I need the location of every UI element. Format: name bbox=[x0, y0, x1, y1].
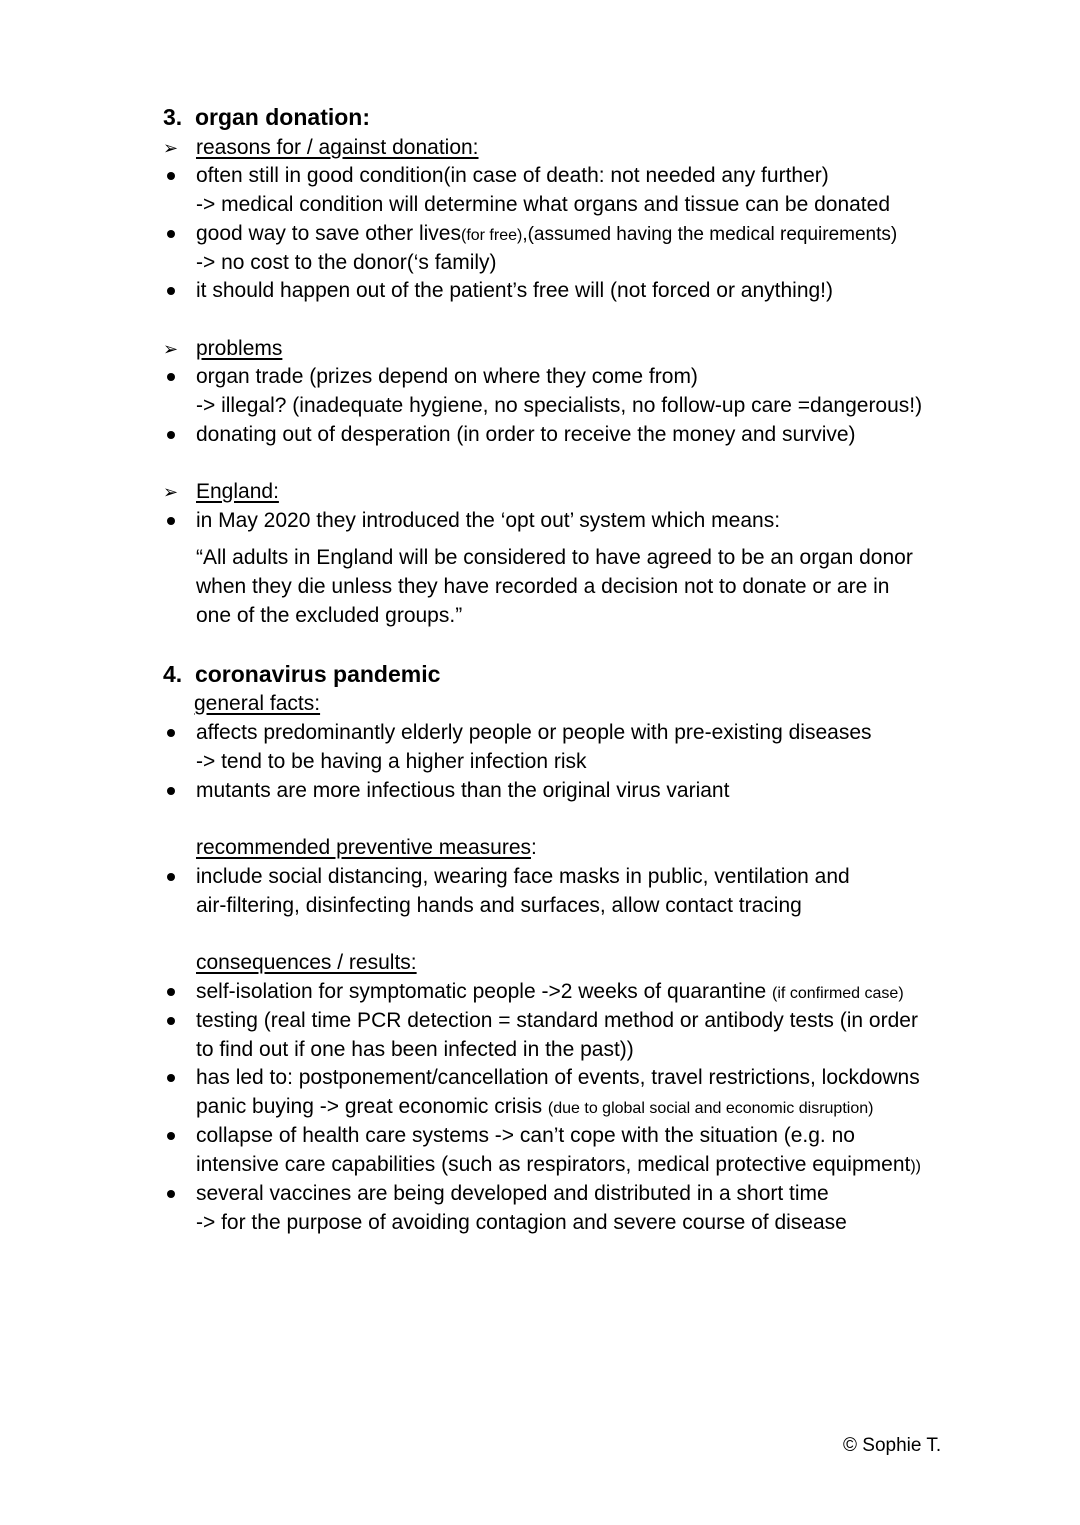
list-item-text: good way to save other lives bbox=[196, 222, 461, 245]
quote-line: “All adults in England will be considered to have agreed to be an organ donor bbox=[196, 546, 913, 569]
bullet-icon bbox=[167, 230, 175, 238]
list-item: has led to: postponement/cancellation of events, travel restrictions, lockdowns bbox=[196, 1066, 920, 1089]
bullet-icon bbox=[167, 287, 175, 295]
bullet-icon bbox=[167, 172, 175, 180]
section-3-heading bbox=[163, 103, 370, 131]
consequences-heading: consequences / results: bbox=[196, 951, 417, 974]
bullet-icon bbox=[167, 373, 175, 381]
list-item-note: (due to global social and economic disruption) bbox=[547, 1100, 874, 1117]
list-item: affects predominantly elderly people or people with pre-existing diseases bbox=[196, 721, 872, 744]
list-item-continuation: air-filtering, disinfecting hands and surfaces, allow contact tracing bbox=[196, 894, 802, 917]
copyright-notice: © Sophie T. bbox=[843, 1435, 942, 1456]
list-item-continuation: -> illegal? (inadequate hygiene, no specialists, no follow-up care =dangerous!) bbox=[196, 394, 923, 417]
england-heading: England: bbox=[196, 480, 279, 503]
bullet-icon bbox=[167, 517, 175, 525]
list-item-continuation bbox=[196, 1152, 921, 1180]
bullet-icon bbox=[167, 1074, 175, 1082]
section-3-number: 3. bbox=[163, 104, 183, 130]
section-4-number: 4. bbox=[163, 661, 183, 687]
bullet-icon bbox=[167, 988, 175, 996]
section-3-title: organ donation: bbox=[194, 104, 370, 130]
list-item bbox=[196, 221, 897, 249]
section-4-title: coronavirus pandemic bbox=[194, 661, 441, 687]
reasons-heading: reasons for / against donation: bbox=[196, 136, 479, 159]
bullet-icon bbox=[167, 1017, 175, 1025]
list-item-continuation: -> medical condition will determine what organs and tissue can be donated bbox=[196, 193, 890, 216]
bullet-icon bbox=[167, 431, 175, 439]
arrow-bullet-icon: ➢ bbox=[163, 138, 179, 158]
list-item: mutants are more infectious than the original virus variant bbox=[196, 779, 730, 802]
list-item: it should happen out of the patient’s free will (not forced or anything!) bbox=[196, 279, 834, 302]
list-item: often still in good condition(in case of death: not needed any further) bbox=[196, 164, 829, 187]
list-item-text: panic buying -> great economic crisis bbox=[196, 1095, 548, 1118]
bullet-icon bbox=[167, 1132, 175, 1140]
list-item: in May 2020 they introduced the ‘opt out’ system which means: bbox=[196, 509, 781, 532]
bullet-icon bbox=[167, 787, 175, 795]
list-item: collapse of health care systems -> can’t cope with the situation (e.g. no bbox=[196, 1124, 855, 1147]
measures-heading-colon: : bbox=[531, 836, 537, 859]
arrow-bullet-icon: ➢ bbox=[163, 482, 179, 502]
problems-heading: problems bbox=[196, 337, 283, 360]
list-item-continuation: -> no cost to the donor(‘s family) bbox=[196, 251, 497, 274]
list-item-continuation: -> tend to be having a higher infection risk bbox=[196, 750, 587, 773]
list-item-note: (for free) bbox=[460, 227, 523, 244]
section-4-heading bbox=[163, 660, 440, 688]
measures-heading-text: recommended preventive measures bbox=[196, 836, 531, 859]
quote-line: when they die unless they have recorded a decision not to donate or are in bbox=[196, 575, 890, 598]
list-item-note: ,(assumed having the medical requirements) bbox=[522, 224, 898, 245]
list-item: include social distancing, wearing face masks in public, ventilation and bbox=[196, 865, 850, 888]
arrow-bullet-icon: ➢ bbox=[163, 339, 179, 359]
list-item bbox=[196, 979, 904, 1007]
list-item: organ trade (prizes depend on where they come from) bbox=[196, 365, 698, 388]
list-item-note: )) bbox=[910, 1158, 921, 1175]
list-item: donating out of desperation (in order to receive the money and survive) bbox=[196, 423, 856, 446]
bullet-icon bbox=[167, 729, 175, 737]
list-item-note: (if confirmed case) bbox=[772, 985, 904, 1002]
measures-heading bbox=[196, 835, 537, 863]
list-item-text: intensive care capabilities (such as respirators, medical protective equipment bbox=[196, 1153, 911, 1176]
list-item-text: self-isolation for symptomatic people ->2 weeks of quarantine bbox=[196, 980, 773, 1003]
list-item: testing (real time PCR detection = standard method or antibody tests (in order bbox=[196, 1009, 918, 1032]
list-item-continuation: -> for the purpose of avoiding contagion and severe course of disease bbox=[196, 1211, 847, 1234]
quote-line: one of the excluded groups.” bbox=[196, 604, 463, 627]
list-item-continuation: to find out if one has been infected in the past)) bbox=[196, 1038, 634, 1061]
bullet-icon bbox=[167, 1190, 175, 1198]
general-facts-heading: general facts: bbox=[194, 692, 321, 715]
bullet-icon bbox=[167, 873, 175, 881]
list-item: several vaccines are being developed and distributed in a short time bbox=[196, 1182, 829, 1205]
list-item-continuation bbox=[196, 1094, 873, 1122]
